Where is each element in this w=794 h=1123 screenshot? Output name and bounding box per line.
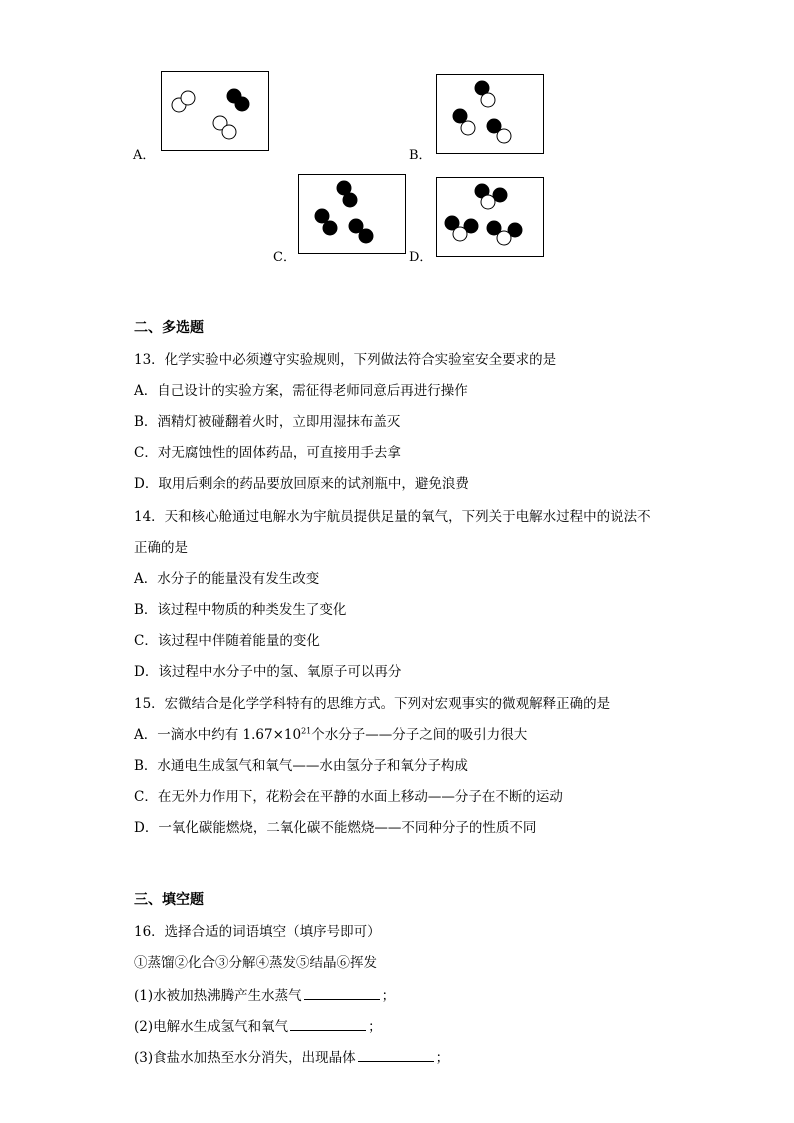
q16-part1-end: ； xyxy=(381,988,396,1004)
atom-filled xyxy=(235,97,249,111)
molecule-diagram-d xyxy=(437,178,543,256)
q13-option-d: D．取用后剩余的药品要放回原来的试剂瓶中，避免浪费 xyxy=(134,476,469,492)
q16-part3 xyxy=(134,1046,449,1066)
q16-part2-end: ； xyxy=(368,1019,382,1035)
atom-filled xyxy=(359,229,373,243)
answer-blank-2[interactable] xyxy=(290,1018,366,1031)
molecule-diagram-b xyxy=(437,75,543,153)
answer-blank-1[interactable] xyxy=(304,987,380,1000)
atom-hollow xyxy=(497,231,511,245)
q13-option-b: B．酒精灯被碰翻着火时，立即用湿抹布盖灭 xyxy=(134,414,401,430)
option-d-diagram xyxy=(436,177,544,257)
q15-option-a xyxy=(134,723,527,743)
q14-option-b: B．该过程中物质的种类发生了变化 xyxy=(134,602,347,618)
q15-option-d: D．一氧化碳能燃烧，二氧化碳不能燃烧——不同种分子的性质不同 xyxy=(134,820,537,836)
q16-stem: 16．选择合适的词语填空（填序号即可） xyxy=(134,924,381,940)
q13-stem: 13．化学实验中必须遵守实验规则，下列做法符合实验室安全要求的是 xyxy=(134,352,557,368)
q15-option-a-exponent: 21 xyxy=(301,726,312,736)
q14-option-d: D．该过程中水分子中的氢、氧原子可以再分 xyxy=(134,664,402,680)
option-d-label: D． xyxy=(409,250,433,265)
option-a-diagram xyxy=(161,71,269,151)
atom-hollow xyxy=(222,125,236,139)
q14-option-c: C．该过程中伴随着能量的变化 xyxy=(134,633,320,649)
q15-option-a-post: 个水分子——分子之间的吸引力很大 xyxy=(311,727,528,743)
q15-option-a-pre: A．一滴水中约有 1.67×10 xyxy=(134,727,302,743)
atom-hollow xyxy=(497,129,511,143)
q13-option-c: C．对无腐蚀性的固体药品，可直接用手去拿 xyxy=(134,445,401,461)
q16-part1 xyxy=(134,984,395,1004)
q13-option-a: A．自己设计的实验方案，需征得老师同意后再进行操作 xyxy=(134,383,468,399)
q16-part1-text: (1)水被加热沸腾产生水蒸气 xyxy=(134,988,302,1004)
atom-filled xyxy=(323,221,337,235)
option-c-diagram xyxy=(298,174,406,254)
section-title-multiple-choice: 二、多选题 xyxy=(134,320,204,336)
atom-hollow xyxy=(453,227,467,241)
option-b-diagram xyxy=(436,74,544,154)
molecule-diagram-a xyxy=(162,72,268,150)
q14-option-a: A．水分子的能量没有发生改变 xyxy=(134,571,320,587)
q16-choices: ①蒸馏②化合③分解④蒸发⑤结晶⑥挥发 xyxy=(134,955,377,971)
atom-filled xyxy=(315,209,329,223)
q14-stem-line2: 正确的是 xyxy=(134,540,188,556)
q15-stem: 15．宏微结合是化学学科特有的思维方式。下列对宏观事实的微观解释正确的是 xyxy=(134,696,611,712)
q14-stem-line1: 14．天和核心舱通过电解水为宇航员提供足量的氧气，下列关于电解水过程中的说法不 xyxy=(134,509,651,525)
q16-part3-text: (3)食盐水加热至水分消失，出现晶体 xyxy=(134,1050,356,1066)
option-b-label: B． xyxy=(409,148,432,163)
q15-option-c: C．在无外力作用下，花粉会在平静的水面上移动——分子在不断的运动 xyxy=(134,789,563,805)
q16-part2 xyxy=(134,1015,382,1035)
atom-hollow xyxy=(461,121,475,135)
atom-hollow xyxy=(481,93,495,107)
q16-part3-end: ； xyxy=(435,1050,450,1066)
option-c-label: C． xyxy=(273,250,296,265)
option-a-label: A． xyxy=(133,148,156,163)
section-title-fill-in: 三、填空题 xyxy=(134,892,204,908)
atom-filled xyxy=(343,193,357,207)
molecule-diagram-c xyxy=(299,175,405,253)
answer-blank-3[interactable] xyxy=(358,1049,434,1062)
atom-hollow xyxy=(481,195,495,209)
atom-hollow xyxy=(181,91,195,105)
q16-part2-text: (2)电解水生成氢气和氧气 xyxy=(134,1019,289,1035)
atom-filled xyxy=(453,109,467,123)
q15-option-b: B．水通电生成氢气和氧气——水由氢分子和氧分子构成 xyxy=(134,758,468,774)
